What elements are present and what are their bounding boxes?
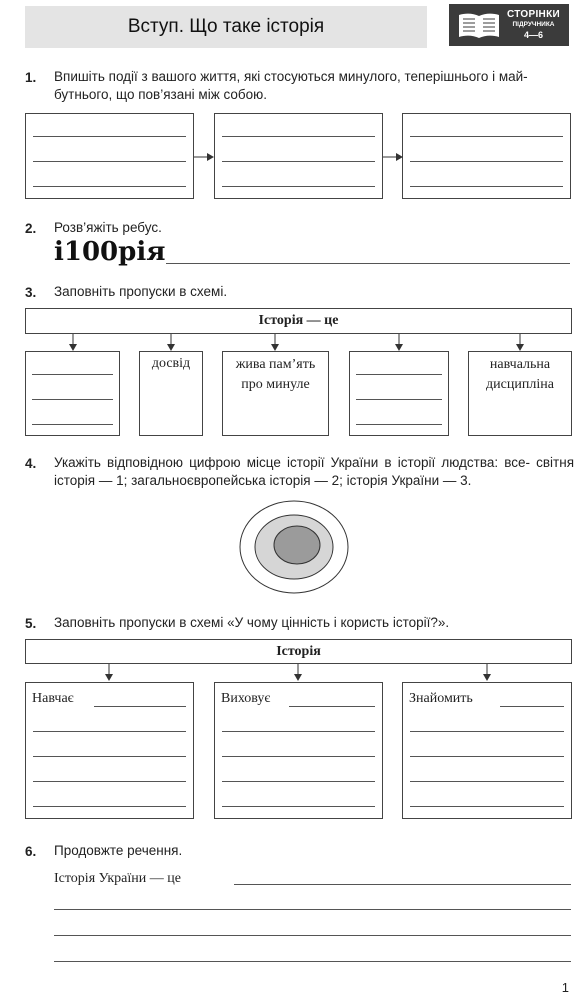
answer-line [33, 806, 186, 807]
answer-line [33, 186, 186, 187]
arrow-down-icon [271, 344, 279, 351]
answer-line [32, 424, 113, 425]
q5-heading-box: Історія [25, 639, 572, 664]
answer-line[interactable] [234, 884, 571, 885]
nested-circles-diagram [238, 499, 350, 595]
answer-line [410, 806, 564, 807]
answer-line [410, 186, 563, 187]
q4-text: Укажіть відповідною цифрою місце історії України в історії людства: все- світня історія — 1; загальноєвропейська історія — 2; історія України — 3. [54, 455, 574, 488]
q3-box-3: жива пам’ять про минуле [222, 351, 329, 436]
answer-line [32, 399, 113, 400]
q5-number: 5. [25, 616, 37, 631]
answer-line [222, 731, 375, 732]
arrow-down-icon [105, 674, 113, 681]
answer-line [410, 781, 564, 782]
answer-line[interactable] [54, 935, 571, 936]
q6-text: Продовжте речення. [54, 843, 183, 858]
arrow-down-icon [483, 674, 491, 681]
q3-box-5: навчальна дисципліна [468, 351, 572, 436]
answer-line [33, 136, 186, 137]
answer-line [356, 374, 442, 375]
arrow-down-icon [395, 344, 403, 351]
q3-text: Заповніть пропуски в схемі. [54, 284, 228, 299]
badge-pages: 4—6 [523, 29, 543, 40]
answer-line [33, 781, 186, 782]
q5-box-1-label: Навчає [32, 691, 74, 706]
q6-prompt: Історія України — це [54, 871, 181, 886]
q1-text: Впишіть події з вашого життя, які стосуються минулого, теперішнього і май- бутнього, що пов’язані між собою. [54, 69, 528, 102]
q4-number: 4. [25, 456, 37, 471]
q5-text: Заповніть пропуски в схемі «У чому цінність і користь історії?». [54, 615, 450, 630]
answer-line [356, 399, 442, 400]
answer-line [410, 731, 564, 732]
q5-arrows [0, 664, 588, 682]
answer-line[interactable] [54, 961, 571, 962]
answer-line [222, 186, 375, 187]
answer-line [222, 161, 375, 162]
arrow-right-icon [194, 150, 214, 164]
q1-number: 1. [25, 70, 37, 85]
open-book-icon [457, 10, 501, 40]
answer-line [222, 781, 375, 782]
answer-line [33, 731, 186, 732]
page-number: 1 [561, 980, 569, 995]
answer-line [222, 756, 375, 757]
answer-line [289, 706, 375, 707]
q6-number: 6. [25, 844, 37, 859]
badge-line1: СТОРІНКИ [507, 9, 560, 21]
rebus-answer-line[interactable] [166, 263, 570, 264]
badge-line2: ПІДРУЧНИКА [512, 21, 555, 29]
q3-box-2: досвід [139, 351, 203, 436]
q3-arrows [0, 334, 588, 352]
rebus: і100рія [54, 237, 166, 267]
q5-box-2-label: Виховує [221, 691, 271, 706]
answer-line [410, 756, 564, 757]
arrow-down-icon [294, 674, 302, 681]
answer-line [94, 706, 186, 707]
textbook-pages-badge [449, 4, 569, 46]
q5-box-3-label: Знайомить [409, 691, 473, 706]
answer-line [32, 374, 113, 375]
answer-line[interactable] [54, 909, 571, 910]
answer-line [410, 161, 563, 162]
q2-text: Розв’яжіть ребус. [54, 220, 162, 235]
arrow-down-icon [516, 344, 524, 351]
q3-number: 3. [25, 285, 37, 300]
q3-heading-box: Історія — це [25, 308, 572, 334]
answer-line [33, 756, 186, 757]
q2-number: 2. [25, 221, 37, 236]
answer-line [356, 424, 442, 425]
answer-line [222, 136, 375, 137]
arrow-down-icon [167, 344, 175, 351]
answer-line [410, 136, 563, 137]
arrow-right-icon [383, 150, 403, 164]
answer-line [33, 161, 186, 162]
arrow-down-icon [69, 344, 77, 351]
answer-line [500, 706, 564, 707]
page-title: Вступ. Що таке історія [25, 6, 427, 48]
answer-line [222, 806, 375, 807]
